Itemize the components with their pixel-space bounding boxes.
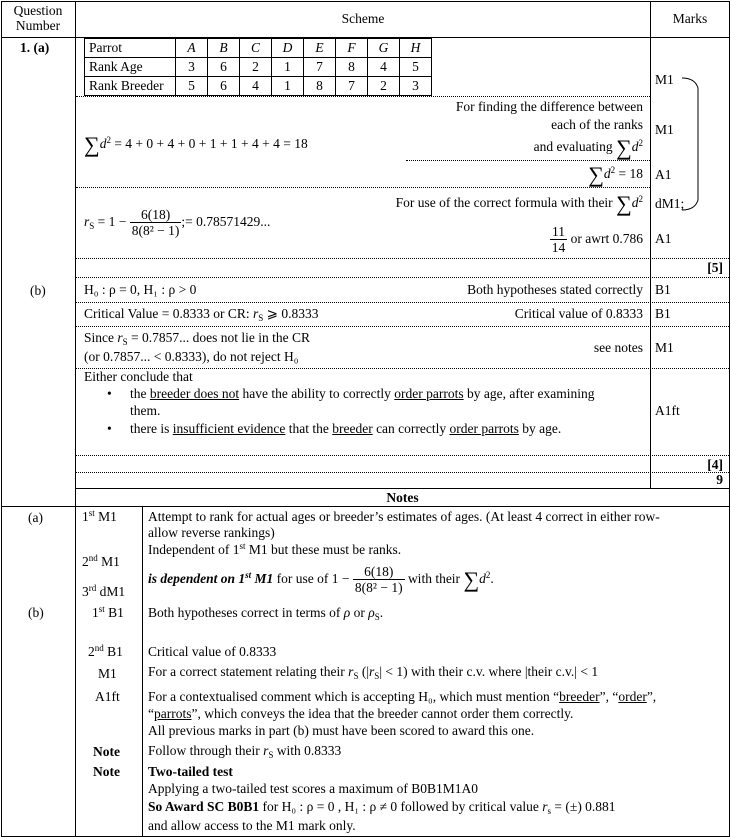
- rank-header-d: D: [272, 39, 304, 58]
- sum-result-value: = 18: [618, 166, 643, 181]
- dm1-tail: with their: [407, 571, 461, 586]
- notes-label-a: (a): [28, 510, 43, 525]
- marks-header: Marks: [672, 11, 708, 26]
- text-fragment: breeder: [332, 421, 373, 436]
- rank-header-c: C: [240, 39, 272, 58]
- b1-text: Both hypotheses correct in terms of: [148, 605, 341, 620]
- mark-m1-ranking: M1: [655, 72, 674, 87]
- dm1-fraction: [353, 564, 405, 595]
- sc-award: So Award SC B0B1: [148, 799, 260, 814]
- since-line1: Since $r_S = 0.7857$... does not lie in the CR: [84, 330, 311, 347]
- table-cell: 6: [208, 58, 240, 77]
- text-fragment: breeder does not: [149, 386, 240, 401]
- row-separator: [76, 455, 729, 456]
- part-b-label: (b): [30, 283, 46, 298]
- bullet-icon: •: [107, 421, 112, 436]
- text-fragment: there is: [130, 421, 173, 436]
- mark-b1-critical-value: B1: [655, 306, 671, 321]
- mark-b1-hypotheses: B1: [655, 282, 671, 297]
- notes-two-tailed-line2: So Award SC B0B1 for H₀ : ρ = 0 , H₁ : ρ ≠ 0 followed by critical value $r_s$ = (±) 0.881: [148, 799, 616, 816]
- grand-total: 9: [716, 472, 723, 487]
- table-cell: 7: [304, 58, 336, 77]
- mark-a1-answer: A1: [655, 231, 672, 246]
- notes-title-divider: [1, 506, 730, 507]
- table-cell: 1: [272, 77, 304, 96]
- row-separator: [76, 277, 729, 278]
- rank-header-parrot: Parrot: [85, 39, 176, 58]
- row-separator: [76, 326, 729, 327]
- conclusion-bullet-1-cont: them.: [130, 403, 161, 418]
- row-separator: [76, 302, 729, 303]
- table-cell: 3: [176, 58, 208, 77]
- rank-age-row: [85, 58, 432, 77]
- hypotheses-note: Both hypotheses stated correctly: [467, 282, 643, 297]
- awrt-text: or awrt 0.786: [570, 231, 643, 246]
- note-difference-line3: and evaluating $\sum d^2$: [533, 135, 643, 160]
- sum-result: $\sum d^2 = 18$: [588, 162, 643, 187]
- notes-note-1-text: Follow through their $r_S$ with 0.8333: [148, 743, 342, 760]
- part-a-label: 1. (a): [20, 40, 50, 55]
- sum-expression: = 4 + 0 + 4 + 0 + 1 + 1 + 4 + 4 = 18: [114, 136, 308, 151]
- fraction-numerator: 11: [550, 224, 568, 240]
- answer-fraction: [550, 224, 568, 255]
- notes-1st-b1: 1st B1: [92, 604, 124, 620]
- rank-header-b: B: [208, 39, 240, 58]
- rs-calculation: $r_S = 1$ − $\frac{6(18)}{\text{8(8² − 1)}}$ ;= 0.78571429...: [84, 207, 271, 239]
- scheme-header: Scheme: [341, 11, 385, 26]
- table-cell: Rank Age: [85, 58, 176, 77]
- dm1-denominator: 8(8² − 1): [354, 580, 403, 596]
- text-fragment: by age.: [518, 421, 562, 436]
- see-notes: see notes: [593, 340, 643, 355]
- rank-table: [84, 38, 432, 96]
- note-evaluating: and evaluating: [533, 139, 613, 154]
- notes-1st-m1-text2: allow reverse rankings): [148, 525, 275, 540]
- since-rest: = 0.7857... does not lie in the CR: [131, 330, 311, 345]
- note-difference-line2: each of the ranks: [551, 117, 643, 132]
- marks-bracket: [680, 70, 710, 220]
- notes-3rd-dm1: 3rd dM1: [82, 583, 126, 599]
- border-left: [1, 1, 2, 836]
- rank-breeder-row: [85, 77, 432, 96]
- hypotheses: H₀ : ρ = 0, H₁ : ρ > 0: [84, 282, 197, 297]
- notes-m1-text: For a correct statement relating their $r_S$ $(|r_S| < 1)$ with their c.v. where |their c.v.| < 1: [148, 664, 599, 681]
- notes-note-1: Note: [93, 744, 120, 759]
- total-separator: [76, 488, 729, 489]
- table-cell: 2: [240, 58, 272, 77]
- rs-denominator: 8(8² − 1): [131, 223, 180, 239]
- notes-2nd-b1: 2nd B1: [88, 643, 123, 659]
- note1-text: Follow through their: [148, 743, 260, 758]
- border-top: [1, 1, 730, 2]
- part-a-total: [5]: [707, 260, 723, 275]
- notes-note-2: Note: [93, 764, 120, 779]
- row-separator: [76, 472, 729, 473]
- notes-2nd-m1-text: Independent of 1st M1 but these must be ranks.: [148, 541, 402, 557]
- sigma-symbol: ∑: [84, 132, 100, 157]
- table-cell: 3: [400, 77, 432, 96]
- rs-value: ;= 0.78571429...: [181, 214, 271, 229]
- notes-label-b: (b): [28, 605, 44, 620]
- border-right: [729, 1, 730, 836]
- m1-text2: with their c.v. where: [411, 664, 522, 679]
- dm1-text: for use of: [276, 571, 329, 586]
- table-cell: 8: [304, 77, 336, 96]
- rank-header-h: H: [400, 39, 432, 58]
- m1-text3: their c.v.: [527, 664, 575, 679]
- note1-tail: with 0.8333: [276, 743, 342, 758]
- marks-column-divider: [650, 1, 651, 489]
- notes-a1ft-text3: All previous marks in part (b) must have been scored to award this one.: [148, 723, 535, 738]
- notes-1st-m1-text1: Attempt to rank for actual ages or breeder’s estimates of ages. (At least 4 correct in either row-: [148, 509, 660, 524]
- text-fragment: insufficient evidence: [172, 421, 286, 436]
- a1ft-conveys: which conveys the idea that the breeder cannot order them correctly.: [204, 706, 574, 721]
- mark-dm1-formula: dM1;: [655, 196, 685, 211]
- conclusion-bullet-2: [130, 421, 561, 437]
- row-separator: [76, 187, 650, 188]
- rs-fraction: [130, 207, 182, 238]
- row-separator: [406, 160, 650, 161]
- notes-a1ft: A1ft: [95, 689, 120, 704]
- note-difference-line1: For finding the difference between: [455, 99, 643, 114]
- table-cell: 8: [336, 58, 368, 77]
- table-cell: 4: [368, 58, 400, 77]
- text-fragment: order parrots: [394, 386, 464, 401]
- notes-two-tailed-line3: and allow access to the M1 mark only.: [148, 818, 356, 833]
- rank-header-e: E: [304, 39, 336, 58]
- mark-m1-conclusion: M1: [655, 340, 674, 355]
- rank-header-a: A: [176, 39, 208, 58]
- notes-1st-m1: 1st M1: [82, 508, 117, 524]
- critical-value-note: Critical value of 0.8333: [514, 306, 643, 321]
- notes-3rd-dm1-text: is dependent on 1st M1 for use of 1 − $\frac{6(18)}{\text{8(8² − 1)}}$ with their $\sum d^2$.: [148, 564, 494, 596]
- sum-d-squared-working: $\sum d^2 = 4 + 0 + 4 + 0 + 1 + 1 + 4 + 4 = 18$: [84, 132, 308, 157]
- table-cell: 5: [176, 77, 208, 96]
- rank-header-f: F: [336, 39, 368, 58]
- either-conclude: Either conclude that: [84, 369, 193, 384]
- text-fragment: that the: [285, 421, 333, 436]
- critical-value-statement: Critical Value = 0.8333 or CR: $r_S$ ⩾ 0.8333: [84, 306, 319, 323]
- note-correct-formula: For use of the correct formula with their $\sum d^2$: [395, 191, 643, 216]
- table-cell: 4: [240, 77, 272, 96]
- note-formula-text: For use of the correct formula with their: [395, 195, 613, 210]
- note2-cv: = (±) 0.881: [554, 799, 616, 814]
- notes-m1: M1: [98, 666, 117, 681]
- table-cell: 1: [272, 58, 304, 77]
- table-cell: Rank Breeder: [85, 77, 176, 96]
- table-cell: 5: [400, 58, 432, 77]
- text-fragment: by age, after examining: [463, 386, 595, 401]
- notes-label-divider: [142, 506, 143, 836]
- conclusion-bullet-1: [130, 386, 594, 402]
- mark-a1ft-conclusion: A1ft: [655, 403, 680, 418]
- question-number-header: Question Number: [13, 3, 63, 33]
- mark-a1-sum: A1: [655, 167, 672, 182]
- row-separator: [76, 258, 729, 259]
- notes-two-tailed-title: Two-tailed test: [148, 764, 233, 779]
- fraction-denominator: 14: [551, 240, 566, 256]
- qnum-column-divider: [75, 1, 76, 836]
- part-b-total: [4]: [707, 457, 723, 472]
- cv-tail: ⩾ 0.8333: [266, 306, 319, 321]
- text-fragment: the: [130, 386, 150, 401]
- text-fragment: order parrots: [449, 421, 519, 436]
- notes-two-tailed-line1: Applying a two-tailed test scores a maximum of B0B1M1A0: [148, 781, 478, 796]
- a1ft-intro: For a contextualised comment which is accepting H₀, which must mention “: [148, 689, 560, 704]
- notes-a1ft-text1: For a contextualised comment which is accepting H₀, which must mention “breeder”, “order”,: [148, 689, 657, 704]
- notes-title: Notes: [386, 490, 419, 505]
- rs-numerator: 6(18): [130, 207, 182, 223]
- rank-header-g: G: [368, 39, 400, 58]
- m1-text1: For a correct statement relating their: [148, 664, 345, 679]
- table-cell: 6: [208, 77, 240, 96]
- note2-hyp: for H₀ : ρ = 0 , H₁ : ρ ≠ 0 followed by critical value: [262, 799, 539, 814]
- since-line2: (or 0.7857... < 0.8333), do not reject H₀: [84, 349, 299, 364]
- exact-answer: [480, 220, 643, 258]
- dm1-bold-text: is dependent on 1st M1: [148, 570, 274, 586]
- notes-2nd-b1-text: Critical value of 0.8333: [148, 644, 277, 659]
- cv-text: Critical Value = 0.8333 or CR:: [84, 306, 250, 321]
- text-fragment: have the ability to correctly: [239, 386, 395, 401]
- text-fragment: can correctly: [372, 421, 450, 436]
- row-separator: [76, 96, 650, 97]
- table-cell: 7: [336, 77, 368, 96]
- rs-prefix: = 1 −: [97, 214, 127, 229]
- notes-1st-b1-text: Both hypotheses correct in terms of ρ or $\rho_S$.: [148, 605, 384, 622]
- notes-a1ft-text2: “parrots”, which conveys the idea that the breeder cannot order them correctly.: [148, 706, 574, 721]
- table-cell: 2: [368, 77, 400, 96]
- mark-m1-difference: M1: [655, 122, 674, 137]
- dm1-numerator: 6(18): [353, 564, 405, 580]
- notes-2nd-m1: 2nd M1: [82, 553, 120, 569]
- since-word: Since: [84, 330, 114, 345]
- bullet-icon: •: [107, 386, 112, 401]
